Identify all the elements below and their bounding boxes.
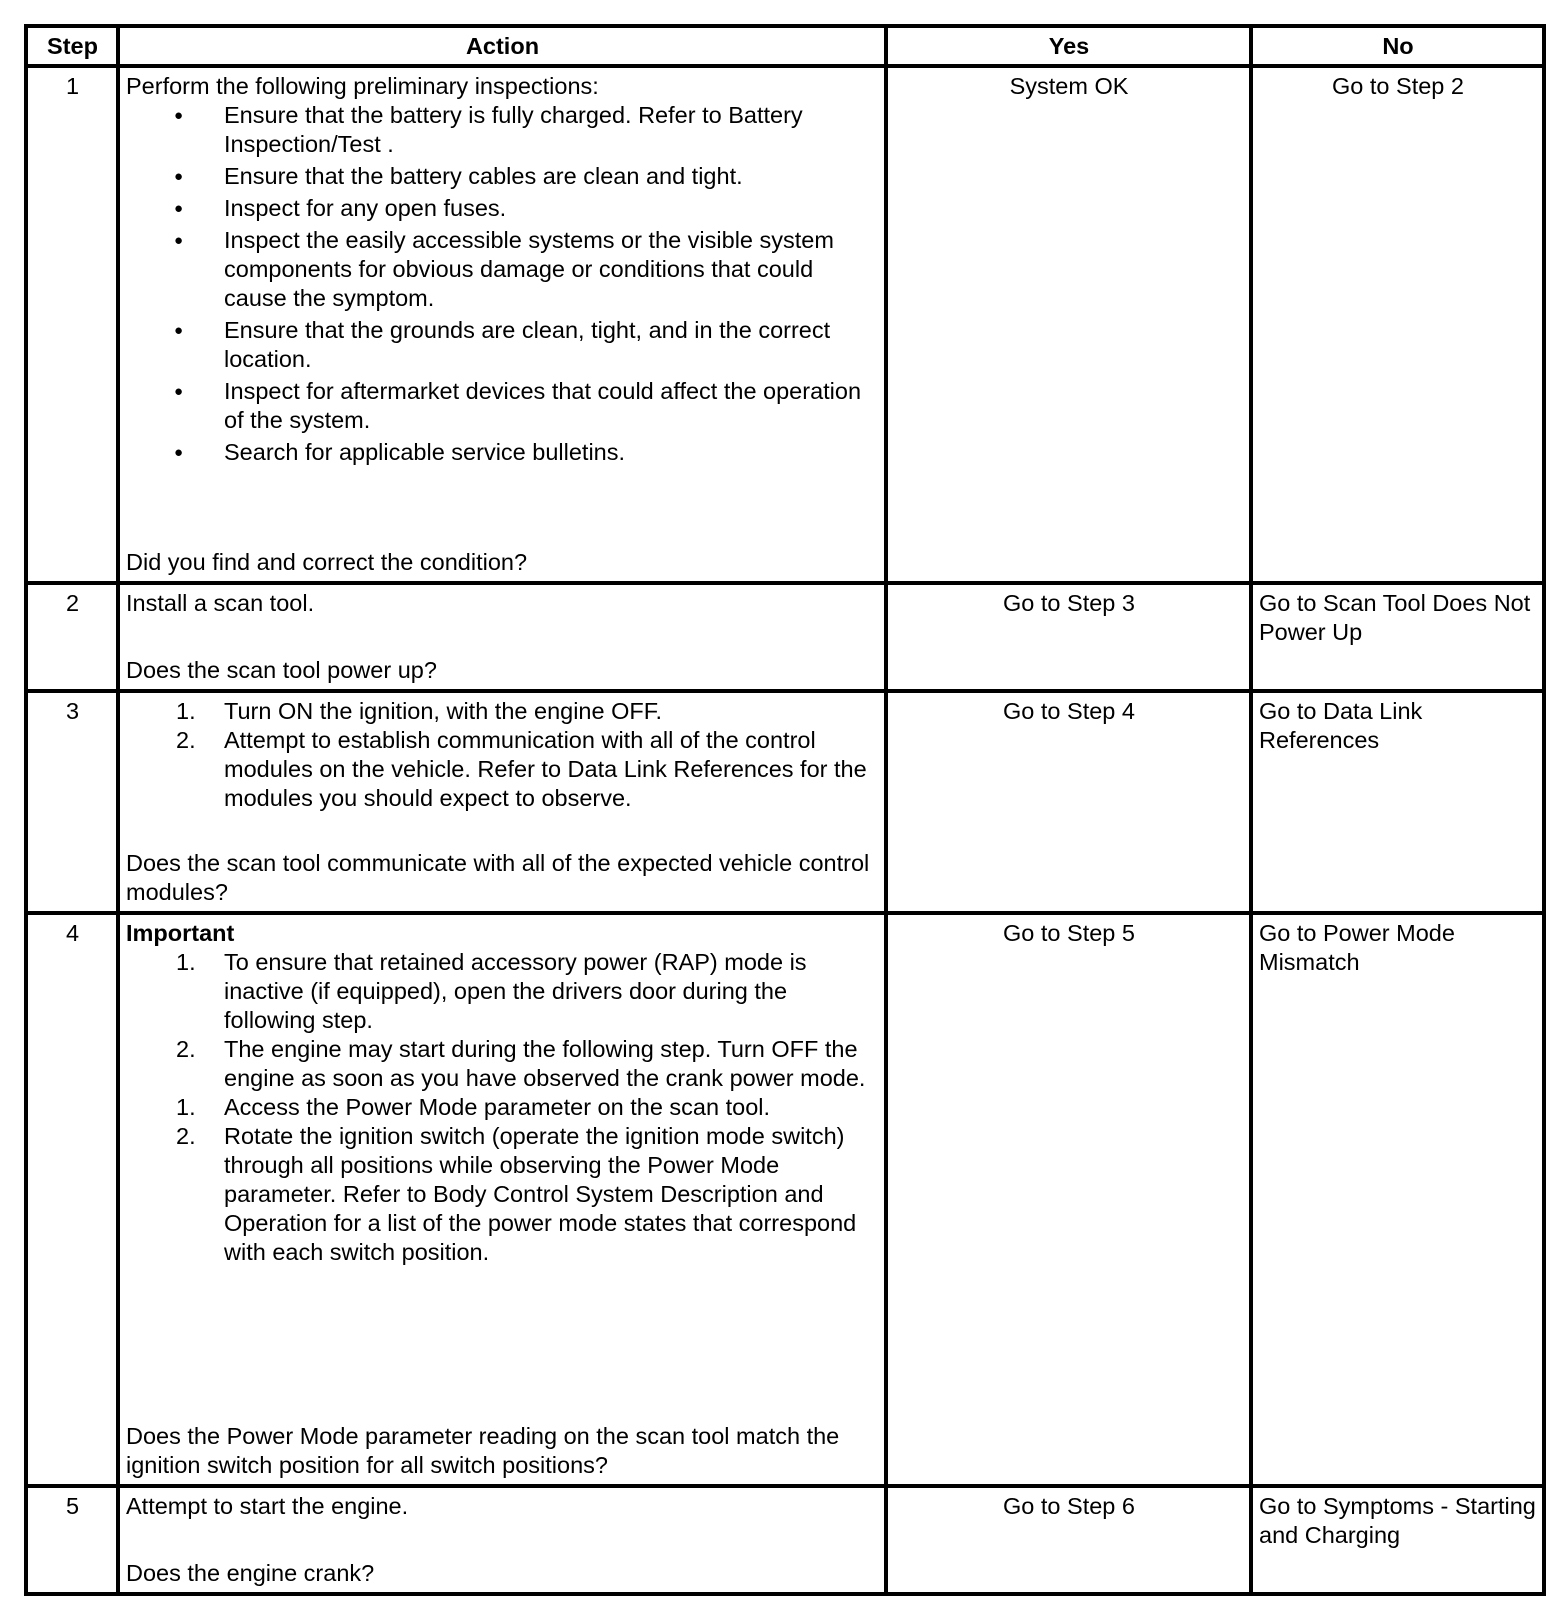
list-item — [126, 1035, 879, 1093]
step-action — [118, 1486, 886, 1594]
list-item: ● Ensure that the battery is fully charged. Refer to Battery Inspection/Test . — [126, 101, 879, 159]
list-item — [126, 697, 879, 726]
header-row — [26, 26, 1544, 66]
no-result: Go to Scan Tool Does Not Power Up — [1251, 583, 1544, 691]
list-item-text: Attempt to establish communication with all of the control modules on the vehicle. Refer to Data Link References for the modules you should expect to observe. — [224, 727, 867, 812]
step-row-3 — [26, 691, 1544, 913]
important-notes-list — [126, 948, 879, 1093]
step-number: 1 — [26, 66, 118, 583]
procedure-list — [126, 1093, 879, 1267]
no-result: Go to Power Mode Mismatch — [1251, 913, 1544, 1486]
list-item-text: Access the Power Mode parameter on the scan tool. — [224, 1093, 771, 1120]
list-item-text: The engine may start during the following step. Turn OFF the engine as soon as you have observed the crank power mode. — [224, 1035, 866, 1091]
step-number: 4 — [26, 913, 118, 1486]
list-item-text: Rotate the ignition switch (operate the ignition mode switch) through all positions while observing the Power Mode parameter. Refer to Body Control System Description and Operation for a list of the power mode states that correspond with each switch position. — [224, 1122, 857, 1265]
action-intro: Install a scan tool. — [126, 589, 315, 616]
action-question: Did you find and correct the condition? — [126, 548, 528, 575]
step-row-1 — [26, 66, 1544, 583]
action-question: Does the scan tool power up? — [126, 657, 437, 684]
list-number: 2. — [176, 1035, 196, 1062]
no-result: Go to Data Link References — [1251, 691, 1544, 913]
action-question: Does the engine crank? — [126, 1560, 375, 1586]
yes-result: System OK — [886, 66, 1251, 583]
important-heading: Important — [126, 919, 235, 946]
action-question: Does the Power Mode parameter reading on the scan tool match the ignition switch position for all switch positions? — [126, 1422, 840, 1478]
list-item-text: Turn ON the ignition, with the engine OFF. — [224, 698, 663, 725]
list-item: ● Inspect for aftermarket devices that could affect the operation of the system. — [126, 377, 879, 435]
list-item — [126, 726, 879, 813]
list-number: 2. — [176, 727, 196, 754]
list-item — [126, 948, 879, 1035]
inspection-list — [126, 101, 879, 467]
yes-result: Go to Step 3 — [886, 583, 1251, 691]
action-intro: Perform the following preliminary inspections: — [126, 73, 599, 99]
header-no: No — [1251, 26, 1544, 66]
procedure-list — [126, 697, 879, 813]
action-question: Does the scan tool communicate with all of the expected vehicle control modules? — [126, 849, 870, 905]
no-result: Go to Step 2 — [1251, 66, 1544, 583]
list-item — [126, 1093, 879, 1122]
list-number: 1. — [176, 698, 196, 725]
header-yes: Yes — [886, 26, 1251, 66]
yes-result: Go to Step 4 — [886, 691, 1251, 913]
list-item: ● Ensure that the battery cables are clean and tight. — [126, 162, 879, 191]
no-result: Go to Symptoms - Starting and Charging — [1251, 1486, 1544, 1594]
diagnostic-table — [24, 24, 1546, 1596]
step-number: 2 — [26, 583, 118, 691]
header-step: Step — [26, 26, 118, 66]
list-item: ● Ensure that the grounds are clean, tight, and in the correct location. — [126, 316, 879, 374]
list-item: ● Inspect the easily accessible systems or the visible system components for obvious damage or conditions that could cause the symptom. — [126, 226, 879, 313]
list-item-text: To ensure that retained accessory power (RAP) mode is inactive (if equipped), open the drivers door during the following step. — [224, 948, 807, 1033]
yes-result: Go to Step 6 — [886, 1486, 1251, 1594]
list-number: 1. — [176, 948, 196, 975]
step-number: 3 — [26, 691, 118, 913]
list-item: ● Search for applicable service bulletins. — [126, 438, 879, 467]
step-action — [118, 66, 886, 583]
step-action — [118, 691, 886, 913]
action-intro: Attempt to start the engine. — [126, 1492, 409, 1519]
yes-result: Go to Step 5 — [886, 913, 1251, 1486]
list-number: 1. — [176, 1093, 196, 1120]
step-row-2 — [26, 583, 1544, 691]
header-action: Action — [118, 26, 886, 66]
step-number: 5 — [26, 1486, 118, 1594]
list-item: ● Inspect for any open fuses. — [126, 194, 879, 223]
step-row-5 — [26, 1486, 1544, 1594]
step-action — [118, 583, 886, 691]
list-number: 2. — [176, 1122, 196, 1149]
step-action — [118, 913, 886, 1486]
step-row-4 — [26, 913, 1544, 1486]
list-item — [126, 1122, 879, 1267]
